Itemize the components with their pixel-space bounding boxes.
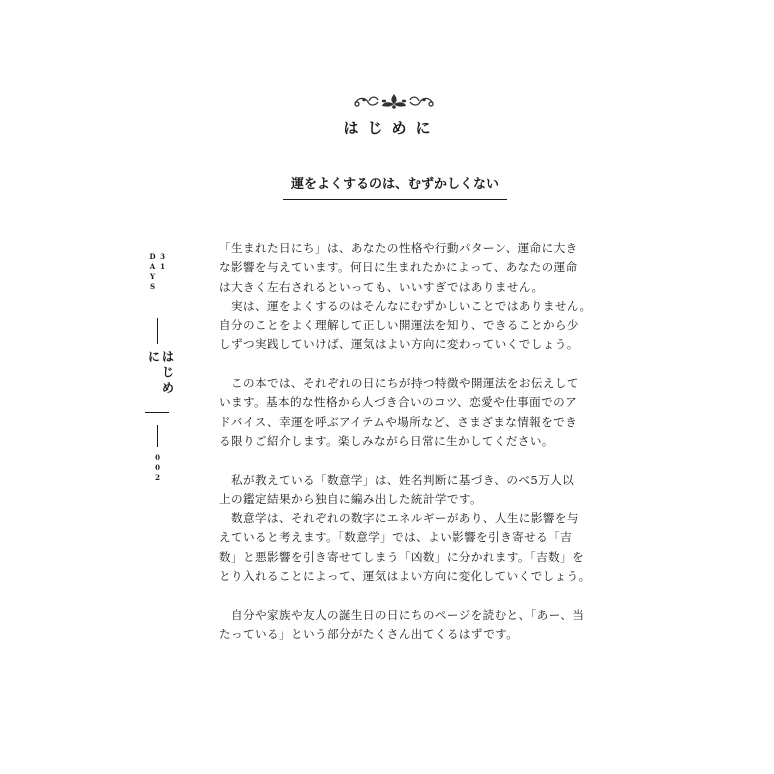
body-text: [219, 239, 592, 644]
section-heading: 運をよくするのは、むずかしくない: [283, 175, 507, 200]
body-line: 数意学は、それぞれの数字にエネルギーがあり、人生に影響を与: [219, 511, 579, 526]
body-line: 「生まれた日にち」は、あなたの性格や行動パターン、運命に大き: [219, 241, 578, 255]
floral-ornament-icon: [351, 92, 437, 112]
body-line: とり入れることによって、運気はよい方向に変化していくでしょう。: [219, 569, 591, 584]
body-line: 実は、運をよくするのはそんなにむずかしいことではありません。: [219, 298, 592, 313]
body-line: な影響を与えています。何日に生まれたかによって、あなたの運命: [219, 260, 578, 275]
body-line: は大きく左右されるといっても、いいすぎではありません。: [219, 279, 544, 294]
body-line: たっている」という部分がたくさん出てくるはずです。: [219, 626, 519, 641]
body-line: います。基本的な性格から人づき合いのコツ、恋愛や仕事面でのア: [219, 395, 578, 410]
paragraph-gap: [219, 586, 577, 605]
body-line: 自分や家族や友人の誕生日の日にちのページを読むと、「あー、当: [219, 607, 585, 622]
side-tab: [146, 252, 175, 483]
body-line: る限りご紹介します。楽しみながら日常に生かしてください。: [219, 433, 554, 448]
chapter-title: はじめに: [343, 119, 440, 137]
paragraph-gap: [219, 355, 577, 374]
body-line: 自分のことをよく理解して正しい開運法を知り、できることから少: [219, 318, 579, 333]
side-chapter-title: はじめに: [146, 350, 175, 397]
side-title-underline: [145, 412, 169, 413]
side-days-label: 31 DAYS: [148, 252, 167, 292]
body-line: えていると考えます。「数意学」では、よい影響を引き寄せる「吉: [219, 530, 573, 545]
body-line: この本では、それぞれの日にちが持つ特徴や開運法をお伝えして: [219, 376, 579, 391]
body-line: ドバイス、幸運を呼ぶアイテムや場所など、さまざまな情報をでき: [219, 414, 578, 429]
paragraph-gap: [219, 451, 577, 470]
page-number: 002: [153, 453, 162, 483]
body-line: 上の鑑定結果から独自に編み出した統計学です。: [219, 491, 482, 506]
body-line: 私が教えている「数意学」は、姓名判断に基づき、のべ5万人以: [219, 472, 575, 487]
body-line: しずつ実践していけば、運気はよい方向に変わっていくでしょう。: [219, 337, 579, 352]
body-line: 数」と悪影響を引き寄せてしまう「凶数」に分かれます。「吉数」を: [219, 549, 585, 564]
side-divider-lower: [157, 425, 158, 447]
side-divider: [157, 318, 158, 344]
